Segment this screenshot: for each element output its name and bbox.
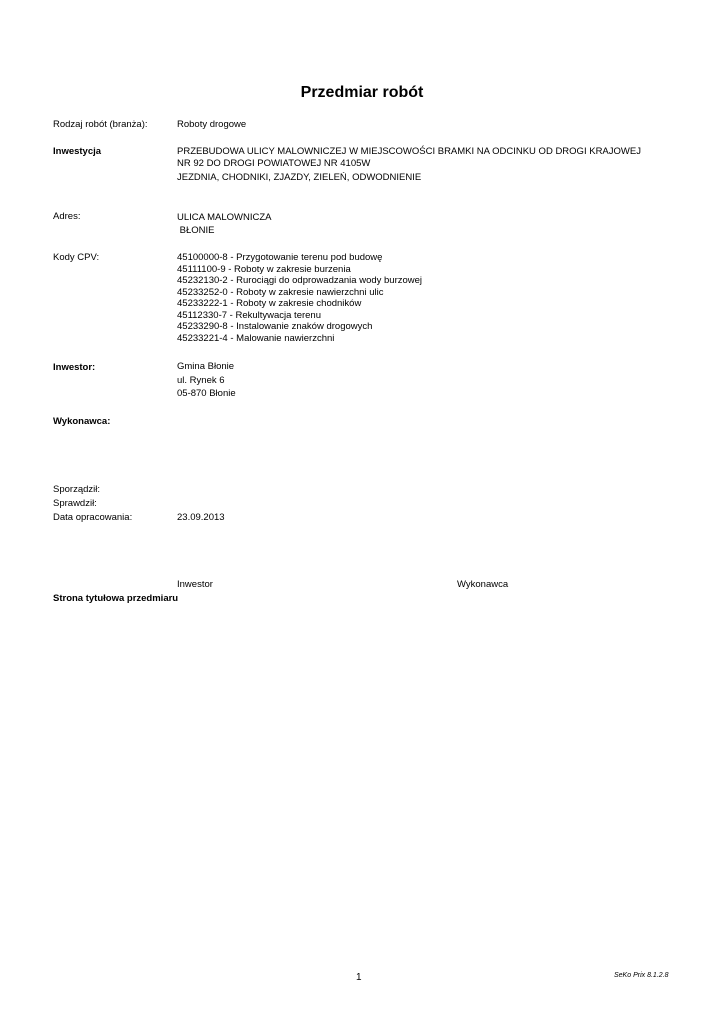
checked-by-label: Sprawdził: <box>53 498 97 509</box>
investment-line: PRZEBUDOWA ULICY MALOWNICZEJ W MIEJSCOWOŚCI BRAMKI NA ODCINKU OD DROGI KRAJOWEJ <box>177 146 641 157</box>
cpv-code-item: 45232130-2 - Rurociągi do odprowadzania wody burzowej <box>177 275 423 286</box>
investment-line: JEZDNIA, CHODNIKI, ZJAZDY, ZIELEŃ, ODWODNIENIE <box>177 172 422 183</box>
page-title: Przedmiar robót <box>300 84 424 101</box>
investor-value <box>177 360 236 401</box>
signature-investor: Inwestor <box>177 579 213 590</box>
cpv-code-item: 45111100-9 - Roboty w zakresie burzenia <box>177 263 351 275</box>
section-caption: Strona tytułowa przedmiaru <box>53 593 179 604</box>
software-version: SeKo Prix 8.1.2.8 <box>614 972 669 979</box>
cpv-codes-list <box>177 252 422 344</box>
page-number: 1 <box>356 972 362 983</box>
address-line: BŁONIE <box>177 225 215 236</box>
contractor-label: Wykonawca: <box>53 416 111 427</box>
signature-contractor: Wykonawca <box>457 579 509 590</box>
cpv-code-item: 45100000-8 - Przygotowanie terenu pod budowę <box>177 252 383 263</box>
address-label: Adres: <box>53 211 81 222</box>
cpv-code-item: 45233222-1 - Roboty w zakresie chodników <box>177 298 362 309</box>
investment-value <box>177 146 641 184</box>
prepared-by-label: Sporządził: <box>53 484 100 495</box>
investment-line: NR 92 DO DROGI POWIATOWEJ NR 4105W <box>177 157 371 169</box>
date-label: Data opracowania: <box>53 512 133 523</box>
investor-line: Gmina Błonie <box>177 361 235 372</box>
investor-line: 05-870 Błonie <box>177 388 236 399</box>
date-value: 23.09.2013 <box>177 512 225 523</box>
cpv-code-item: 45233290-8 - Instalowanie znaków drogowych <box>177 321 373 332</box>
investment-label: Inwestycja <box>53 146 102 157</box>
investor-label: Inwestor: <box>53 362 96 373</box>
address-line: ULICA MALOWNICZA <box>177 212 272 223</box>
investor-line: ul. Rynek 6 <box>177 374 225 386</box>
cpv-code-item: 45112330-7 - Rekultywacja terenu <box>177 309 321 321</box>
cpv-codes-label: Kody CPV: <box>53 252 100 263</box>
address-value <box>177 211 272 237</box>
work-type-label: Rodzaj robót (branża): <box>53 119 148 130</box>
cpv-code-item: 45233221-4 - Malowanie nawierzchni <box>177 332 335 344</box>
cpv-code-item: 45233252-0 - Roboty w zakresie nawierzchni ulic <box>177 286 384 298</box>
work-type-value: Roboty drogowe <box>177 119 247 130</box>
